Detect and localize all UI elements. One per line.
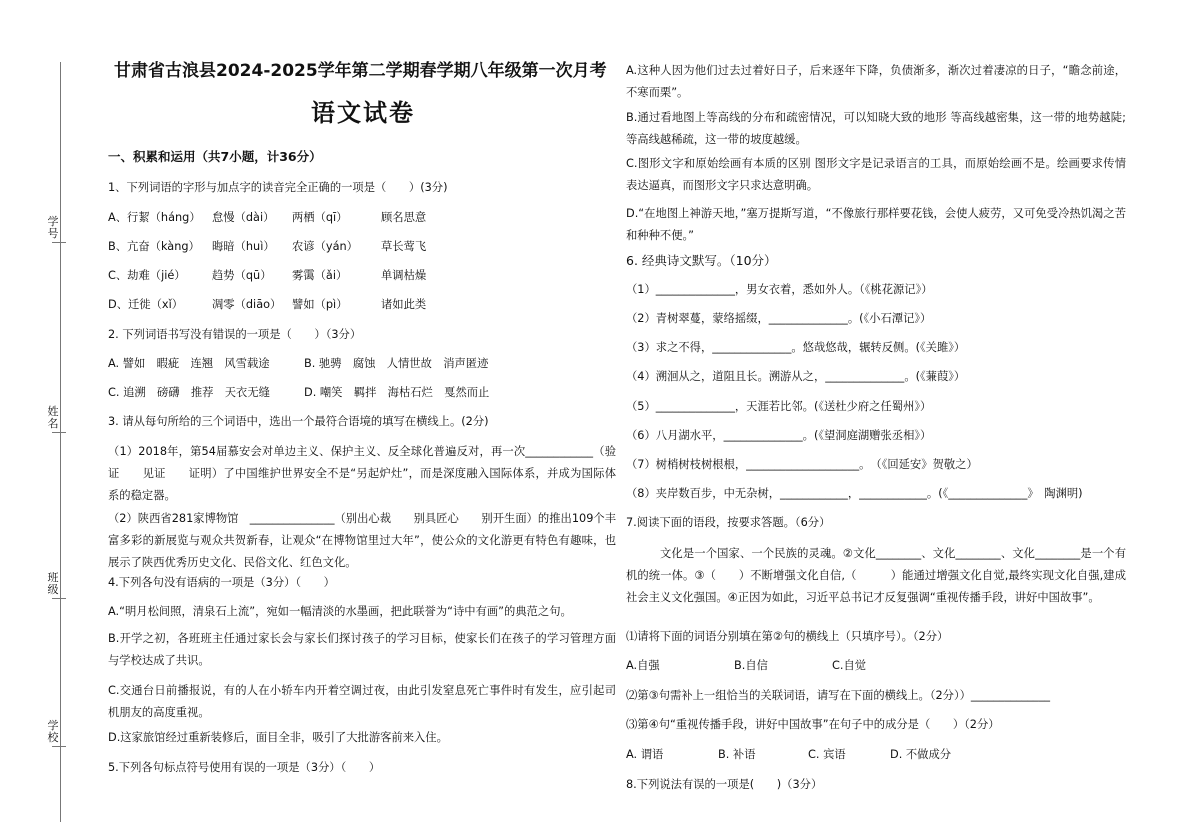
q1-option: 诸如此类 — [381, 298, 427, 311]
q1-option: 农谚（yán） — [292, 240, 358, 253]
question-4-stem: 4.下列各句没有语病的一项是（3分）（ ） — [108, 576, 335, 589]
question-3-part-2: （2）陕西省281家博物馆 _______________（别出心裁 别具匠心 别开生面）的推出109个丰富多彩的新展览与观众共贺新春，让观众“在博物馆里过大年”，使公众的文化游更有特色有趣味，也展示了陕西优秀历史文化、民俗文化、红色文化。 — [108, 512, 616, 569]
side-tick — [52, 432, 66, 433]
question-4-option-b: B.开学之初，各班班主任通过家长会与家长们探讨孩子的学习目标，使家长们在孩子的学习管理方面与学校达成了共识。 — [108, 632, 616, 667]
poem-recitation-line: （1）______________，男女衣着，悉如外人。（《桃花源记》） — [626, 283, 933, 296]
poem-recitation-line: （5）______________，天涯若比邻。(《送杜少府之任蜀州》） — [626, 400, 932, 413]
question-3-part-1: （1）2018年，第54届慕安会对单边主义、保护主义、反全球化普遍反对，再一次____________（验 证 见证 证明）了中国维护世界安全不是“另起炉灶”，而是深度融入国际体系，并成为国际体系的稳定器。 — [108, 445, 628, 502]
q2-option: B. 驰骋 腐蚀 人情世故 消声匿迹 — [304, 357, 489, 370]
question-4-option-a: A.“明月松间照，清泉石上流”，宛如一幅清淡的水墨画，把此联誉为“诗中有画”的典范之句。 — [108, 605, 572, 618]
student-id-label: 学号 — [47, 215, 59, 240]
section-heading: 一、积累和运用（共7小题，计36分） — [108, 149, 322, 164]
side-tick — [52, 242, 66, 243]
name-label: 姓名 — [47, 405, 59, 430]
question-7-stem: 7.阅读下面的语段，按要求答题。（6分） — [626, 516, 831, 529]
q1-option: 草长莺飞 — [381, 240, 427, 253]
q1-option: 晦暗（huì） — [212, 240, 275, 253]
poem-recitation-line: （8）夹岸数百步，中无杂树，____________，____________。(《______________》 陶渊明) — [626, 487, 1083, 500]
q2-option: D. 嘲笑 羁拌 海枯石烂 戛然而止 — [304, 386, 490, 399]
question-5-option-d: D.“在地图上神游天地，”塞万提斯写道，“不像旅行那样要花钱，会使人疲劳，又可免受冷热饥渴之苦和种种不便。” — [626, 207, 1126, 242]
question-4-option-c: C.交通台日前播报说，有的人在小轿车内开着空调过夜，由此引发窒息死亡事件时有发生，应引起司机朋友的高度重视。 — [108, 684, 616, 719]
q2-option: A. 譬如 暇疵 连翘 风雪载途 — [108, 357, 270, 370]
question-7-sub-3: ⑶第④句“重视传播手段，讲好中国故事”在句子中的成分是（ ）（2分） — [626, 718, 1000, 731]
question-5-stem: 5.下列各句标点符号使用有误的一项是（3分）（ ） — [108, 761, 381, 774]
side-tick — [52, 746, 66, 747]
q7-option: A. 谓语 — [626, 748, 664, 761]
q1-option: 凋零（diāo） — [212, 298, 282, 311]
school-label: 学校 — [47, 719, 59, 744]
poem-recitation-line: （7）树梢树枝树根根，____________________。 （《回延安》贺敬之） — [626, 458, 978, 471]
question-5-option-c: C.图形文字和原始绘画有本质的区别 图形文字是记录语言的工具，而原始绘画不是。绘画要求传情表达逼真，而图形文字只求达意明确。 — [626, 157, 1126, 192]
question-5-option-b: B.通过看地图上等高线的分布和疏密情况，可以知晓大致的地形 等高线越密集，这一带的地势越陡;等高线越稀疏，这一带的坡度越缓。 — [626, 111, 1126, 146]
q1-option: D、迁徙（xǐ） — [108, 298, 184, 311]
question-8-stem: 8.下列说法有误的一项是( )（3分） — [626, 778, 823, 791]
poem-recitation-line: （4）溯洄从之，道阻且长。溯游从之，______________。(《蒹葭》） — [626, 370, 966, 383]
q1-option: 单调枯燥 — [381, 269, 427, 282]
binding-line — [60, 62, 61, 822]
q7-option: B.自信 — [734, 659, 768, 672]
exam-subtitle: 语文试卷 — [311, 99, 415, 127]
question-7-passage: 文化是一个国家、一个民族的灵魂。②文化________、文化________、文化________是一个有机的统一体。③（ ）不断增强文化自信,（ ）能通过增强文化自觉,最终实现文化自强,建成社会主义文化强国。④正因为如此，习近平总书记才反复强调“重视传播手段，讲好中国故事”。 — [626, 547, 1126, 604]
q1-option: 趋势（qū） — [212, 269, 272, 282]
question-7-sub-1: ⑴请将下面的词语分别填在第②句的横线上（只填序号）。（2分） — [626, 630, 949, 643]
q1-option: C、劫难（jié） — [108, 269, 186, 282]
q7-option: C.自觉 — [832, 659, 867, 672]
question-1-stem: 1、下列词语的字形与加点字的读音完全正确的一项是（ ）(3分) — [108, 181, 448, 194]
q7-option: A.自强 — [626, 659, 660, 672]
q2-option: C. 追溯 磅礴 推荐 天衣无缝 — [108, 386, 270, 399]
question-6-stem: 6. 经典诗文默写。（10分） — [626, 253, 777, 268]
q7-option: D. 不做成分 — [890, 748, 952, 761]
q1-option: 雾霭（ǎi） — [292, 269, 348, 282]
q1-option: 怠慢（dài） — [212, 211, 275, 224]
exam-title: 甘肃省古浪县2024-2025学年第二学期春学期八年级第一次月考 — [114, 61, 607, 81]
question-3-stem: 3. 请从每句所给的三个词语中，选出一个最符合语境的填写在横线上。(2分) — [108, 415, 489, 428]
q7-option: C. 宾语 — [808, 748, 846, 761]
q1-option: 顾名思意 — [381, 211, 427, 224]
question-4-option-d: D.这家旅馆经过重新装修后，面目全非，吸引了大批游客前来入住。 — [108, 731, 448, 744]
q1-option: 譬如（pì） — [292, 298, 348, 311]
q1-option: A、行絜（háng） — [108, 211, 201, 224]
q1-option: 两栖（qī） — [292, 211, 348, 224]
poem-recitation-line: （6）八月湖水平，______________。(《望洞庭湖赠张丞相》） — [626, 429, 932, 442]
question-7-sub-2: ⑵第③句需补上一组恰当的关联词语，请写在下面的横线上。（2分））______________ — [626, 689, 1051, 702]
poem-recitation-line: （2）青树翠蔓，蒙络摇缀，______________。(《小石潭记》） — [626, 312, 932, 325]
question-2-stem: 2. 下列词语书写没有错误的一项是（ ）（3分） — [108, 328, 362, 341]
side-tick — [52, 598, 66, 599]
question-5-option-a: A.这种人因为他们过去过着好日子，后来逐年下降，负债渐多，渐次过着凄凉的日子，“瞻念前途，不寒而栗”。 — [626, 64, 1126, 99]
poem-recitation-line: （3）求之不得，______________。悠哉悠哉，辗转反侧。(《关雎》） — [626, 341, 966, 354]
class-label: 班级 — [47, 571, 59, 596]
q1-option: B、亢奋（kàng） — [108, 240, 200, 253]
q7-option: B. 补语 — [718, 748, 756, 761]
